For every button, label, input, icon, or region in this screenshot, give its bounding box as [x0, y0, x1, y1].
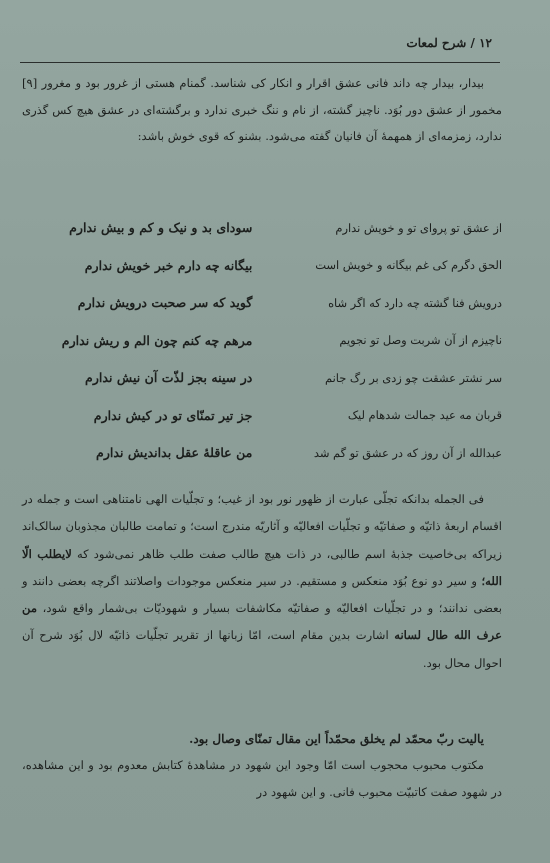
verse-second-hemistich: مرهم چه کنم چون الم و ریش ندارم	[61, 332, 253, 348]
paragraph-wish	[22, 726, 502, 753]
verse-row	[22, 434, 502, 472]
verse-first-hemistich: از عشق تو پروای تو و خویش ندارم	[335, 220, 502, 235]
paragraph-tajalli-text-2: و سیر دو نوع بُوَد منعکس و مستقیم. در سیر منعکس موجودات واصلاتند اگرچه بعضی دانند و بعضی ندانند؛ و در تجلّیات افعالیّه و صفاتیّه مکاشفات بسیار و شهودیّات بی‌شمار واقع شود،	[22, 573, 502, 616]
paragraph-maktub	[22, 752, 502, 806]
paragraph-maktub-text: مکتوب محبوب محجوب است امّا وجود این شهود در مشاهدهٔ کتابش معدوم بود و این مشاهده، در شهود صفت کاتبیّت محبوب فانی. و این شهود در	[22, 758, 502, 799]
page-header: ۱۲ / شرح لمعات	[406, 36, 492, 50]
paragraph-tajalli-text-1: فی الجمله بدانکه تجلّی عبارت از ظهور نور بود از غیب؛ و تجلّیات الهی نامتناهی است و جمله در اقسام اربعهٔ ذاتیّه و صفاتیّه و تجلّیات افعالیّه و آثاریّه مندرج است؛ و تمامت طالبان مجذوبان سالک‌اند زیراکه بی‌خاصیت جذبهٔ اسم طالبی، در ذات هیچ طالب صفت طلب ظاهر نمی‌شود که	[22, 492, 502, 561]
verse-second-hemistich: گوید که سر صحبت درویش ندارم	[77, 295, 253, 311]
verse-first-hemistich: ناچیزم از آن شربت وصل تو نجویم	[339, 333, 502, 348]
verse-second-hemistich: جز تیر تمنّای تو در کیش ندارم	[93, 407, 253, 423]
verse-row	[22, 359, 502, 397]
verse-first-hemistich: الحق دگرم کی غم بیگانه و خویش است	[315, 258, 502, 273]
verse-row	[22, 397, 502, 435]
verse-first-hemistich: عبدالله از آن روز که در عشق تو گم شد	[313, 445, 502, 460]
verse-row	[22, 284, 502, 322]
paragraph-tajalli-text-3: اشارت بدین مقام است، امّا زبانها از تقریر تجلّیات ذاتیّه لال بُوَد شرح آن احوال محال بود.	[22, 628, 502, 670]
quote-bold: لایطلب الّا الله؛	[22, 546, 502, 588]
paragraph-intro	[22, 70, 502, 150]
verse-second-hemistich: من عاقلهٔ عقل بداندیش ندارم	[96, 445, 253, 461]
paragraph-wish-text: این مقال تمنّای وصال بود.	[189, 732, 326, 746]
quote-bold: یالیت ربّ محمّد لم یخلق محمّداً	[325, 732, 484, 746]
verse-first-hemistich: قربان مه عید جمالت شدهام لیک	[347, 408, 502, 423]
verse-first-hemistich: سر نشتر عشقت چو زدی بر رگ جانم	[325, 370, 502, 385]
verse-second-hemistich: بیگانه چه دارم خبر خویش ندارم	[84, 257, 253, 273]
verse-row	[22, 209, 502, 247]
poem	[22, 209, 502, 472]
verse-first-hemistich: درویش فنا گشته چه دارد که اگر شاه	[328, 295, 502, 310]
paragraph-intro-text: بیدار، بیدار چه داند فانی عشق اقرار و انکار کی شناسد. گمنام هستی از غرور بود و مغرور [۹] مخمور از عشق دور بُوَد. ناچیز گشته، از نام و ننگ خبری ندارد و برگشته‌ای در عشق هیچ کس گذری ندارد، زمزمه‌ای از همهمهٔ آن فانیان گفته می‌شود. بشنو که قوی خوش باشد:	[22, 76, 502, 143]
paragraph-tajalli	[22, 486, 502, 677]
verse-row	[22, 247, 502, 285]
header-rule	[20, 62, 500, 63]
verse-second-hemistich: در سینه بجز لذّت آن نیش ندارم	[85, 370, 253, 386]
quote-bold: من عرف الله طال لسانه	[22, 601, 502, 643]
verse-row	[22, 322, 502, 360]
verse-second-hemistich: سودای بد و نیک و کم و بیش ندارم	[69, 220, 253, 236]
